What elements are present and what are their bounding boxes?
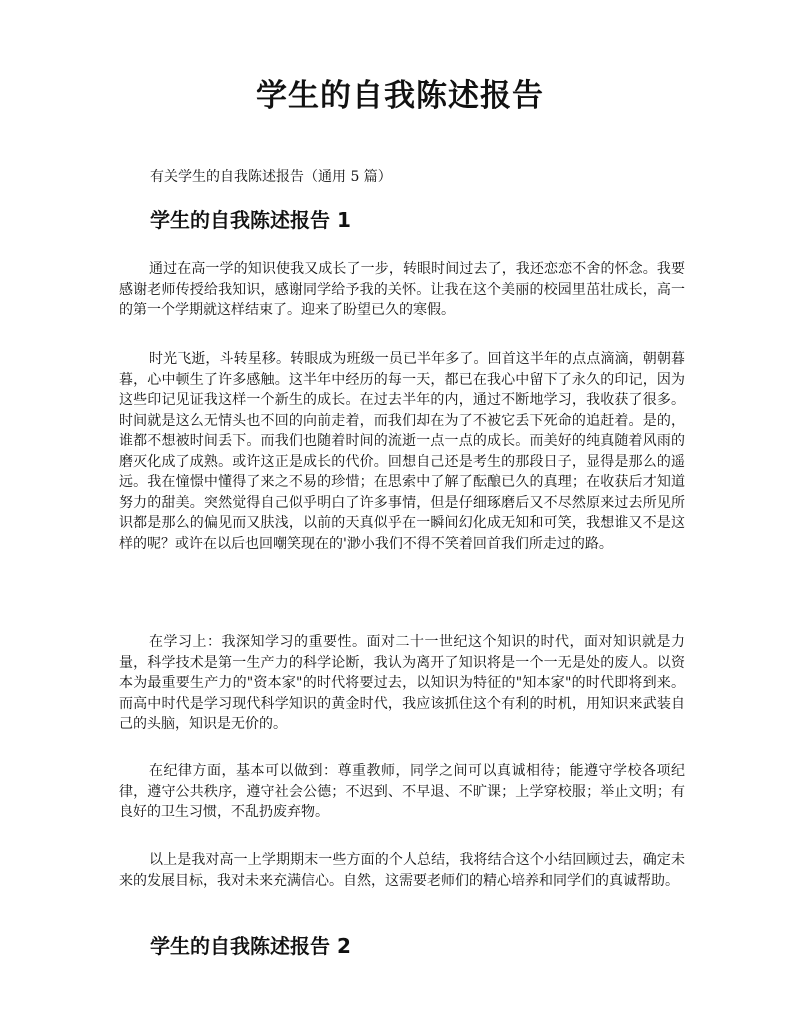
- paragraph-2: 时光飞逝，斗转星移。转眼成为班级一员已半年多了。回首这半年的点点滴滴，朝朝暮暮，心中顿生了许多感触。这半年中经历的每一天，都已在我心中留下了永久的印记，因为这些印记见证我这样一个新生的成长。在过去半年的内，通过不断地学习，我收获了很多。时间就是这么无情头也不回的向前走着，而我们却在为了不被它丢下死命的追赶着。是的，谁都不想被时间丢下。而我们也随着时间的流逝一点一点的成长。而美好的纯真随着风雨的磨灭化成了成熟。或许这正是成长的代价。回想自己还是考生的那段日子，显得是那么的遥远。我在憧憬中懂得了来之不易的珍惜；在思索中了解了酝酿已久的真理；在收获后才知道努力的甜美。突然觉得自己似乎明白了许多事情，但是仔细琢磨后又不尽然原来过去所见所识都是那么的偏见而又肤浅，以前的天真似乎在一瞬间幻化成无知和可笑，我想谁又不是这样的呢？或许在以后也回嘲笑现在的'渺小我们不得不笑着回首我们所走过的路。: [119, 351, 685, 552]
- document-title: 学生的自我陈述报告: [256, 78, 544, 114]
- section-heading-2: 学生的自我陈述报告 2: [150, 934, 351, 958]
- paragraph-1: 通过在高一学的知识使我又成长了一步，转眼时间过去了，我还恋恋不舍的怀念。我要感谢老师传授给我知识，感谢同学给予我的关怀。让我在这个美丽的校园里茁壮成长，高一的第一个学期就这样结束了。迎来了盼望已久的寒假。: [119, 261, 685, 318]
- paragraph-5: 以上是我对高一上学期期末一些方面的个人总结，我将结合这个小结回顾过去，确定未来的发展目标，我对未来充满信心。自然，这需要老师们的精心培养和同学们的真诚帮助。: [119, 852, 685, 889]
- section-heading-1: 学生的自我陈述报告 1: [150, 208, 351, 232]
- document-subtitle: 有关学生的自我陈述报告（通用 5 篇）: [150, 169, 392, 185]
- paragraph-4: 在纪律方面，基本可以做到：尊重教师，同学之间可以真诚相待；能遵守学校各项纪律，遵守公共秩序，遵守社会公德；不迟到、不早退、不旷课；上学穿校服；举止文明；有良好的卫生习惯，不乱扔废弃物。: [119, 763, 685, 820]
- paragraph-3: 在学习上：我深知学习的重要性。面对二十一世纪这个知识的时代，面对知识就是力量，科学技术是第一生产力的科学论断，我认为离开了知识将是一个一无是处的废人。以资本为最重要生产力的"资本家"的时代将要过去，以知识为特征的"知本家"的时代即将到来。而高中时代是学习现代科学知识的黄金时代，我应该抓住这个有利的时机，用知识来武装自己的头脑，知识是无价的。: [119, 634, 685, 732]
